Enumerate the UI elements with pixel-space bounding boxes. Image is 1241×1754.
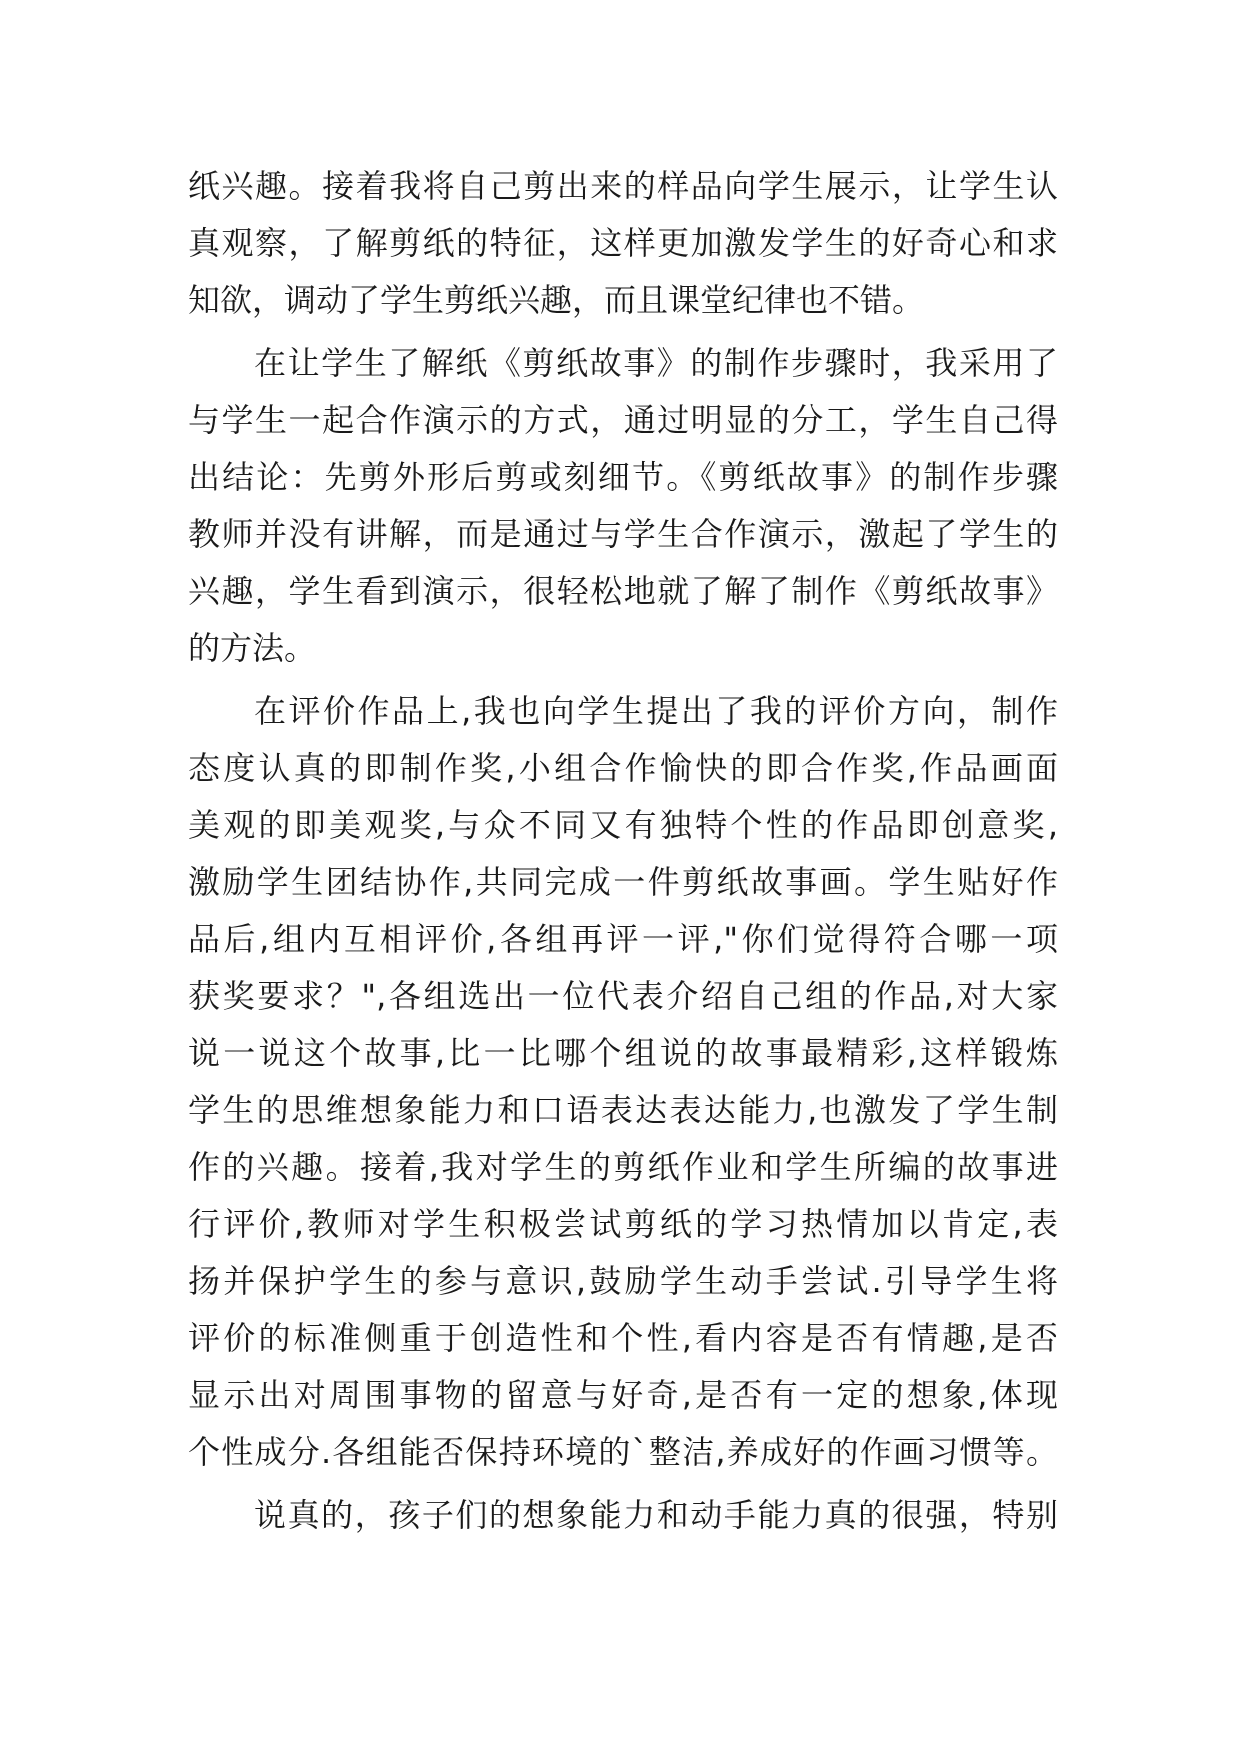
- text-line: 教师并没有讲解，而是通过与学生合作演示，激起了学生的: [188, 515, 1058, 553]
- text-line: 获奖要求？",各组选出一位代表介绍自己组的作品,对大家: [188, 977, 1058, 1015]
- text-line: 行评价,教师对学生积极尝试剪纸的学习热情加以肯定,表: [188, 1205, 1058, 1243]
- text-line: 品后,组内互相评价,各组再评一评,"你们觉得符合哪一项: [188, 920, 1058, 958]
- text-line: 扬并保护学生的参与意识,鼓励学生动手尝试.引导学生将: [188, 1262, 1058, 1300]
- paragraph-4: [188, 1487, 1058, 1544]
- text-line: 的方法。: [188, 629, 317, 667]
- paragraph-2: [188, 335, 1058, 677]
- paragraph-1: [188, 158, 1058, 329]
- text-line: 个性成分.各组能否保持环境的`整洁,养成好的作画习惯等。: [188, 1433, 1058, 1471]
- text-line: 在让学生了解纸《剪纸故事》的制作步骤时，我采用了: [254, 344, 1058, 382]
- text-line: 学生的思维想象能力和口语表达表达能力,也激发了学生制: [188, 1091, 1058, 1129]
- text-line: 态度认真的即制作奖,小组合作愉快的即合作奖,作品画面: [188, 749, 1058, 787]
- text-line: 与学生一起合作演示的方式，通过明显的分工，学生自己得: [188, 401, 1058, 439]
- document-body: [188, 158, 1058, 1544]
- text-line: 兴趣，学生看到演示，很轻松地就了解了制作《剪纸故事》: [188, 572, 1058, 610]
- text-line: 说一说这个故事,比一比哪个组说的故事最精彩,这样锻炼: [188, 1034, 1058, 1072]
- text-line: 说真的，孩子们的想象能力和动手能力真的很强，特别: [254, 1496, 1058, 1534]
- text-line: 作的兴趣。接着,我对学生的剪纸作业和学生所编的故事进: [188, 1148, 1058, 1186]
- text-line: 评价的标准侧重于创造性和个性,看内容是否有情趣,是否: [188, 1319, 1058, 1357]
- text-line: 美观的即美观奖,与众不同又有独特个性的作品即创意奖,: [188, 806, 1058, 844]
- text-line: 出结论：先剪外形后剪或刻细节。《剪纸故事》的制作步骤: [188, 458, 1058, 496]
- text-line: 真观察，了解剪纸的特征，这样更加激发学生的好奇心和求: [188, 224, 1058, 262]
- text-line: 知欲，调动了学生剪纸兴趣，而且课堂纪律也不错。: [188, 281, 925, 319]
- text-line: 在评价作品上,我也向学生提出了我的评价方向，制作: [254, 692, 1058, 730]
- paragraph-3: [188, 683, 1058, 1481]
- text-line: 显示出对周围事物的留意与好奇,是否有一定的想象,体现: [188, 1376, 1058, 1414]
- text-line: 激励学生团结协作,共同完成一件剪纸故事画。学生贴好作: [188, 863, 1058, 901]
- text-line: 纸兴趣。接着我将自己剪出来的样品向学生展示，让学生认: [188, 167, 1058, 205]
